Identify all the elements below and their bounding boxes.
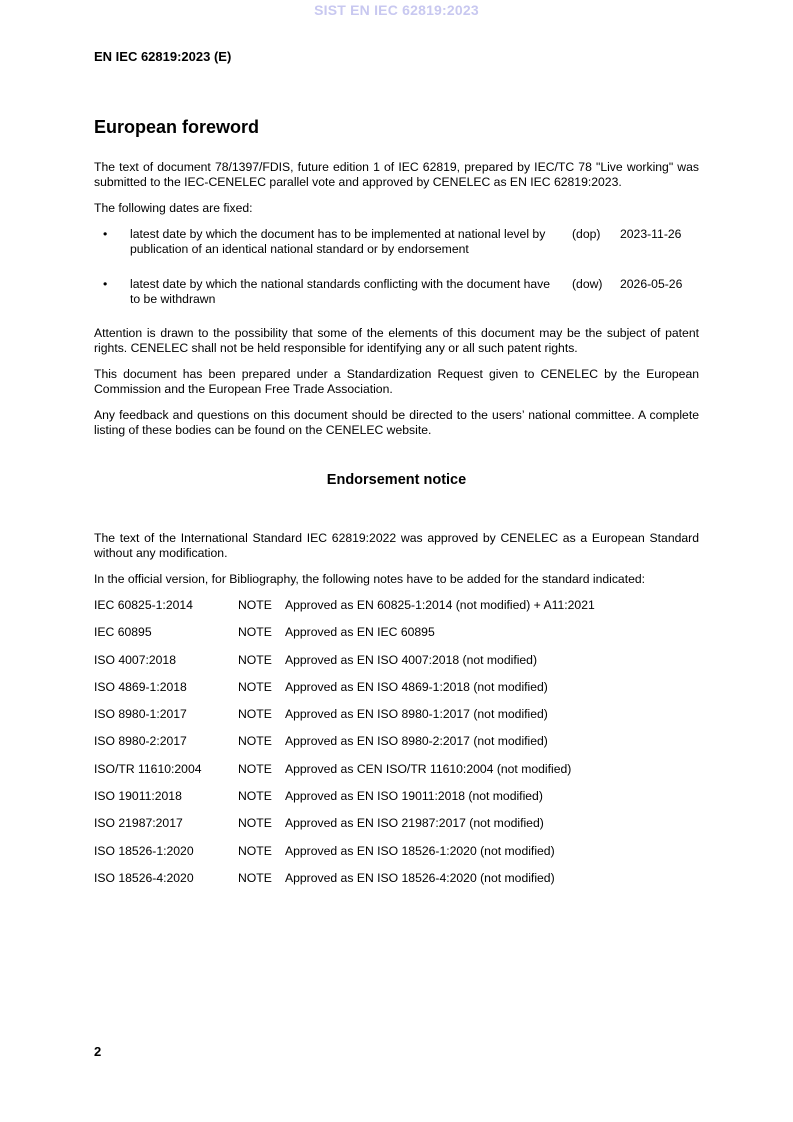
note-row — [94, 653, 699, 680]
note-row — [94, 707, 699, 734]
note-standard: ISO 4869-1:2018 — [94, 679, 187, 694]
date-abbreviation: (dow) — [572, 277, 603, 291]
feedback-paragraph: Any feedback and questions on this document should be directed to the users’ national committee. A complete listing of these bodies can be found on the CENELEC website. — [94, 408, 699, 437]
date-value: 2026-05-26 — [620, 277, 683, 291]
note-text: Approved as EN IEC 60895 — [285, 625, 435, 640]
note-text: Approved as CEN ISO/TR 11610:2004 (not modified) — [285, 761, 572, 776]
note-standard: IEC 60895 — [94, 625, 152, 640]
note-label: NOTE — [238, 843, 272, 858]
note-label: NOTE — [238, 816, 272, 831]
note-label: NOTE — [238, 761, 272, 776]
note-standard: ISO 8980-1:2017 — [94, 707, 187, 722]
note-label: NOTE — [238, 652, 272, 667]
note-text: Approved as EN ISO 4869-1:2018 (not modified) — [285, 679, 548, 694]
note-label: NOTE — [238, 598, 272, 612]
note-row — [94, 762, 699, 789]
note-label: NOTE — [238, 679, 272, 694]
page-content — [94, 116, 699, 898]
note-row — [94, 816, 699, 843]
endorsement-title: Endorsement notice — [326, 472, 467, 488]
note-standard: ISO 8980-2:2017 — [94, 734, 187, 749]
note-text: Approved as EN ISO 8980-1:2017 (not modified) — [285, 707, 548, 722]
date-item-dow — [94, 277, 699, 309]
note-standard: ISO 18526-4:2020 — [94, 870, 194, 885]
note-standard: ISO 18526-1:2020 — [94, 843, 194, 858]
note-standard: ISO 19011:2018 — [94, 789, 182, 804]
note-text: Approved as EN ISO 8980-2:2017 (not modified) — [285, 734, 548, 749]
document-header: EN IEC 62819:2023 (E) — [94, 49, 232, 64]
note-row — [94, 598, 699, 625]
mandate-paragraph: This document has been prepared under a Standardization Request given to CENELEC by the European Commission and the European Free Trade Association. — [94, 367, 699, 396]
notes-list — [94, 598, 699, 898]
date-description: latest date by which the national standards conflicting with the document have to be withdrawn — [130, 277, 551, 306]
date-abbreviation: (dop) — [572, 227, 601, 241]
watermark: SIST EN IEC 62819:2023 — [314, 2, 479, 18]
note-row — [94, 680, 699, 707]
note-row — [94, 789, 699, 816]
note-row — [94, 844, 699, 871]
note-text: Approved as EN 60825-1:2014 (not modified) + A11:2021 — [285, 598, 595, 612]
foreword-intro: The text of document 78/1397/FDIS, future edition 1 of IEC 62819, prepared by IEC/TC 78 "Live working" was submitted to the IEC-CENELEC parallel vote and approved by CENELEC as EN IEC 62819:2023. — [94, 160, 699, 189]
date-value: 2023-11-26 — [620, 227, 682, 241]
note-label: NOTE — [238, 707, 272, 722]
note-row — [94, 734, 699, 761]
note-text: Approved as EN ISO 18526-1:2020 (not modified) — [285, 843, 555, 858]
note-text: Approved as EN ISO 4007:2018 (not modified) — [285, 652, 538, 667]
note-label: NOTE — [238, 734, 272, 749]
note-label: NOTE — [238, 789, 272, 804]
note-standard: ISO 4007:2018 — [94, 652, 176, 667]
note-row — [94, 871, 699, 898]
endorsement-intro: The text of the International Standard IEC 62819:2022 was approved by CENELEC as a European Standard without any modification. — [94, 531, 699, 560]
bullet-icon: • — [103, 277, 108, 291]
note-standard: ISO/TR 11610:2004 — [94, 761, 202, 776]
page-number: 2 — [94, 1044, 102, 1059]
note-label: NOTE — [238, 870, 272, 885]
patent-paragraph: Attention is drawn to the possibility that some of the elements of this document may be the subject of patent rights. CENELEC shall not be held responsible for identifying any or all such patent rights. — [94, 326, 699, 355]
note-standard: IEC 60825-1:2014 — [94, 598, 193, 612]
note-text: Approved as EN ISO 19011:2018 (not modified) — [285, 789, 543, 804]
note-row — [94, 625, 699, 652]
dates-intro: The following dates are fixed: — [94, 201, 253, 215]
note-label: NOTE — [238, 625, 272, 640]
note-text: Approved as EN ISO 18526-4:2020 (not modified) — [285, 870, 555, 885]
date-item-dop — [94, 227, 699, 259]
note-standard: ISO 21987:2017 — [94, 816, 183, 831]
notes-intro: In the official version, for Bibliography, the following notes have to be added for the standard indicated: — [94, 572, 646, 586]
date-description: latest date by which the document has to be implemented at national level by publication of an identical national standard or by endorsement — [130, 227, 546, 256]
note-text: Approved as EN ISO 21987:2017 (not modified) — [285, 816, 544, 831]
bullet-icon: • — [103, 227, 108, 241]
foreword-title: European foreword — [94, 117, 260, 137]
